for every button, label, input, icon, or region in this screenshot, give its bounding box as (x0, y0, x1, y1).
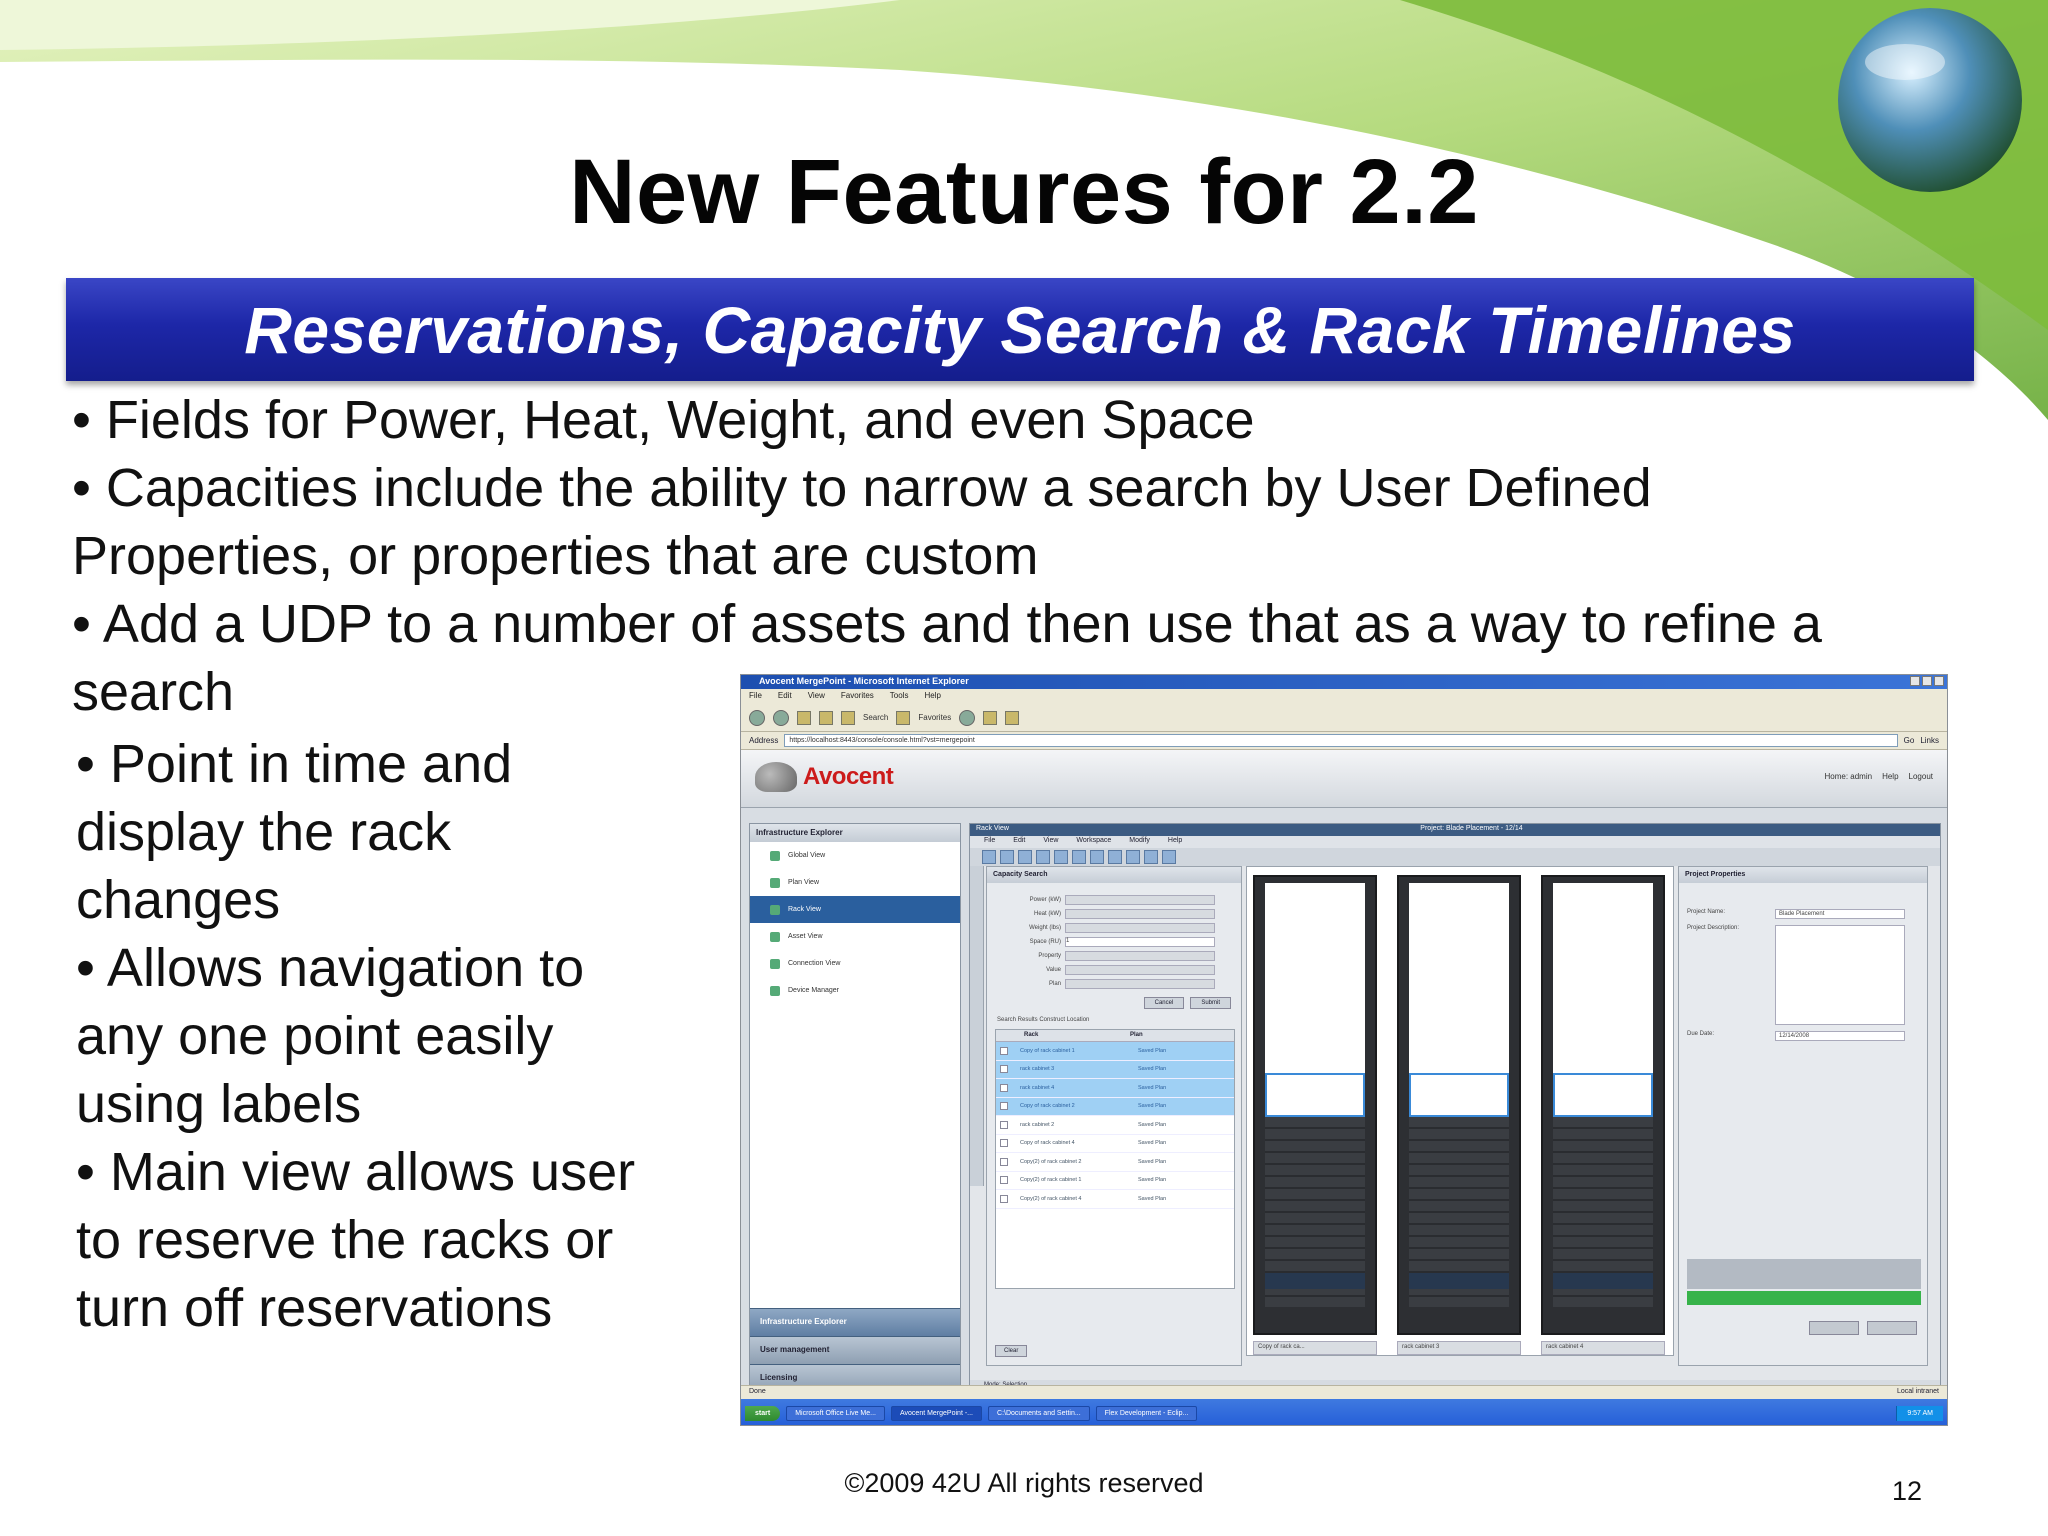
rack-cabinet (1253, 875, 1377, 1335)
page-number: 12 (1892, 1476, 1923, 1506)
bullet-line: • Capacities include the ability to narrow a search by User Defined (72, 458, 1652, 518)
explorer-item-label: Device Manager (788, 987, 839, 994)
left-bullet-list (76, 730, 716, 1342)
tool-icon (982, 850, 996, 864)
rv-menu-item: Workspace (1076, 837, 1112, 844)
taskbar-clock: 9:57 AM (1896, 1406, 1943, 1421)
rack-view-icon (770, 905, 780, 915)
capacity-search-panel (986, 866, 1242, 1366)
media-icon (959, 710, 975, 726)
status-zone: Local intranet (1896, 1388, 1939, 1395)
row-checkbox (1000, 1084, 1008, 1092)
refresh-icon (819, 711, 833, 725)
copyright-footer: ©2009 42U All rights reserved (844, 1468, 1204, 1498)
results-table (995, 1029, 1235, 1289)
bullet-line: any one point easily (76, 1006, 554, 1066)
field-label: Weight (lbs) (1029, 925, 1061, 931)
header-user: Home: admin (1824, 772, 1873, 781)
bullet-line: to reserve the racks or (76, 1210, 614, 1270)
submit-button: Submit (1190, 997, 1231, 1009)
address-field: https://localhost:8443/console/console.html?vst=mergepoint (784, 734, 1897, 747)
cell-rack: rack cabinet 2 (1020, 1121, 1055, 1128)
rack-view-title: Rack View (976, 825, 1009, 832)
cell-rack: Copy(2) of rack cabinet 4 (1020, 1195, 1082, 1202)
maximize-icon (1922, 676, 1932, 686)
field-label: Heat (kW) (1034, 911, 1061, 917)
cell-plan: Saved Plan (1138, 1066, 1167, 1073)
header-links (1825, 772, 1934, 781)
rack-view-header (970, 824, 1940, 836)
table-row (996, 1153, 1234, 1172)
due-date-field: 12/14/2008 (1775, 1031, 1905, 1041)
row-checkbox (1000, 1047, 1008, 1055)
table-header (996, 1030, 1234, 1042)
capacity-footer (995, 1345, 1027, 1357)
tool-icon (1144, 850, 1158, 864)
asset-view-icon (770, 932, 780, 942)
address-label: Address (749, 736, 779, 745)
browser-status-bar (741, 1385, 1947, 1399)
zoom-out-icon (1090, 850, 1104, 864)
capacity-field-row (987, 935, 1241, 949)
bullet-line: • Add a UDP to a number of assets and then use that as a way to refine a (72, 594, 1822, 654)
timeline-area (1687, 1259, 1921, 1289)
cell-plan: Saved Plan (1138, 1084, 1167, 1091)
search-label: Search (863, 713, 889, 722)
go-label: Go (1903, 736, 1915, 745)
explorer-bar: Infrastructure Explorer (750, 1308, 960, 1336)
table-row (996, 1172, 1234, 1191)
mail-icon (983, 711, 997, 725)
prop-row (1679, 903, 1927, 919)
prop-row (1679, 919, 1927, 1025)
explorer-item-label: Plan View (788, 879, 820, 886)
project-description-field (1775, 925, 1905, 1025)
menu-help: Help (924, 691, 941, 700)
taskbar-task: Avocent MergePoint -... (891, 1406, 982, 1421)
zoom-in-icon (1072, 850, 1086, 864)
tool-icon (1036, 850, 1050, 864)
project-name-field: Blade Placement (1775, 909, 1905, 919)
status-done: Done (749, 1388, 766, 1395)
explorer-bottom-bars (750, 1308, 960, 1392)
table-row (996, 1079, 1234, 1098)
explorer-bar: User management (750, 1336, 960, 1364)
rack-label: Copy of rack ca... (1253, 1341, 1377, 1355)
global-view-icon (770, 851, 780, 861)
rack-view-toolbar (970, 848, 1940, 866)
explorer-item (750, 950, 960, 977)
brand-name: Avocent (803, 763, 894, 790)
rv-menu-item: Help (1167, 837, 1183, 844)
address-bar (741, 732, 1947, 750)
explorer-item (750, 842, 960, 869)
bullet-line: • Allows navigation to (76, 938, 585, 998)
props-buttons (1809, 1321, 1917, 1335)
explorer-item-label: Global View (788, 852, 826, 859)
menu-favorites: Favorites (840, 691, 874, 700)
bullet-line: search (72, 662, 235, 722)
bullet-line: Properties, or properties that are custom (72, 526, 1039, 586)
explorer-title: Infrastructure Explorer (750, 824, 960, 842)
taskbar-task: Microsoft Office Live Me... (786, 1406, 885, 1421)
rack-empty-space (1409, 883, 1509, 1073)
cell-rack: Copy of rack cabinet 4 (1020, 1140, 1075, 1147)
table-row (996, 1190, 1234, 1209)
rack-device (1265, 1273, 1365, 1289)
cell-rack: rack cabinet 4 (1020, 1084, 1055, 1091)
plan-view-icon (770, 878, 780, 888)
field-label: Space (RU) (1029, 939, 1061, 945)
header-help: Help (1882, 772, 1899, 781)
forward-icon (773, 710, 789, 726)
cell-rack: rack cabinet 3 (1020, 1066, 1055, 1073)
back-icon (749, 710, 765, 726)
rack-label: rack cabinet 3 (1397, 1341, 1521, 1355)
ok-button (1809, 1321, 1859, 1335)
project-properties-title: Project Properties (1679, 867, 1927, 883)
rack-view-area (969, 823, 1941, 1393)
heat-field (1065, 909, 1215, 919)
table-row (996, 1116, 1234, 1135)
project-properties-panel (1678, 866, 1928, 1366)
rack-reserved-slot (1553, 1073, 1653, 1117)
row-checkbox (1000, 1121, 1008, 1129)
banner-text: Reservations, Capacity Search & Rack Timelines (244, 292, 1796, 367)
tool-icon (1162, 850, 1176, 864)
zoom-fit-icon (1108, 850, 1122, 864)
cell-plan: Saved Plan (1138, 1177, 1167, 1184)
rack-device (1553, 1273, 1653, 1289)
rack-empty-space (1553, 883, 1653, 1073)
bullet-line: changes (76, 870, 281, 930)
row-checkbox (1000, 1176, 1008, 1184)
capacity-field-row (987, 907, 1241, 921)
clear-button: Clear (995, 1345, 1027, 1357)
capacity-field-row (987, 921, 1241, 935)
explorer-item-active (750, 896, 960, 923)
menu-view: View (807, 691, 825, 700)
bullet-line: display the rack (76, 802, 452, 862)
cell-rack: Copy(2) of rack cabinet 1 (1020, 1177, 1082, 1184)
menu-file: File (749, 691, 762, 700)
bullet-line: • Fields for Power, Heat, Weight, and even Space (72, 390, 1255, 450)
table-row (996, 1042, 1234, 1061)
browser-menu-bar (741, 689, 1947, 704)
browser-title: Avocent MergePoint - Microsoft Internet Explorer (759, 676, 969, 686)
browser-title-bar (741, 675, 1947, 689)
favorites-label: Favorites (918, 713, 952, 722)
explorer-item (750, 977, 960, 1004)
capacity-field-row (987, 963, 1241, 977)
cancel-props-button (1867, 1321, 1917, 1335)
tool-icon (1054, 850, 1068, 864)
cell-plan: Saved Plan (1138, 1140, 1167, 1147)
row-checkbox (1000, 1195, 1008, 1203)
weight-field (1065, 923, 1215, 933)
prop-label: Project Description: (1687, 925, 1740, 931)
col-plan: Plan (1130, 1032, 1143, 1038)
cell-rack: Copy of rack cabinet 2 (1020, 1103, 1075, 1110)
cell-plan: Saved Plan (1138, 1158, 1167, 1165)
cell-plan: Saved Plan (1138, 1047, 1167, 1054)
rack-device (1409, 1273, 1509, 1289)
capacity-search-title: Capacity Search (987, 867, 1241, 883)
field-label: Power (kW) (1029, 897, 1061, 903)
stop-icon (797, 711, 811, 725)
connection-view-icon (770, 959, 780, 969)
field-label: Property (1038, 953, 1061, 959)
cell-plan: Saved Plan (1138, 1103, 1167, 1110)
bullet-line: turn off reservations (76, 1278, 553, 1338)
explorer-item-label: Asset View (788, 933, 823, 940)
rack-empty-space (1265, 883, 1365, 1073)
cell-rack: Copy(2) of rack cabinet 2 (1020, 1158, 1082, 1165)
result-tabs: Search Results Construct Location (997, 1017, 1090, 1023)
rack-cabinet (1397, 875, 1521, 1335)
bullet-line: using labels (76, 1074, 362, 1134)
infrastructure-explorer-panel (749, 823, 961, 1393)
prop-label: Due Date: (1687, 1031, 1715, 1037)
row-checkbox (1000, 1065, 1008, 1073)
slide-title: New Features for 2.2 (569, 141, 1479, 243)
field-label: Plan (1048, 981, 1061, 987)
window-controls (1910, 676, 1944, 686)
cell-plan: Saved Plan (1138, 1121, 1167, 1128)
project-title: Project: Blade Placement - 12/14 (1420, 825, 1523, 832)
rack-label: rack cabinet 4 (1541, 1341, 1665, 1355)
tool-icon (1000, 850, 1014, 864)
table-row (996, 1061, 1234, 1080)
row-checkbox (1000, 1158, 1008, 1166)
explorer-item (750, 923, 960, 950)
home-icon (841, 711, 855, 725)
close-icon (1934, 676, 1944, 686)
avocent-logo-icon (755, 762, 797, 792)
browser-toolbar (741, 704, 1947, 732)
rv-menu-item: Edit (1013, 837, 1026, 844)
side-tabs (970, 866, 984, 1186)
property-field (1065, 951, 1215, 961)
prop-row (1679, 1025, 1927, 1041)
cell-rack: Copy of rack cabinet 1 (1020, 1047, 1075, 1054)
taskbar-task: Flex Development - Eclip... (1096, 1406, 1198, 1421)
capacity-field-row (987, 977, 1241, 991)
col-rack: Rack (1024, 1032, 1039, 1038)
value-field (1065, 965, 1215, 975)
menu-tools: Tools (889, 691, 909, 700)
rv-menu-item: File (984, 837, 996, 844)
capacity-field-row (987, 893, 1241, 907)
table-row (996, 1135, 1234, 1154)
row-checkbox (1000, 1102, 1008, 1110)
rack-reserved-slot (1409, 1073, 1509, 1117)
start-button: start (745, 1406, 780, 1421)
section-banner (66, 278, 1974, 381)
minimize-icon (1910, 676, 1920, 686)
explorer-item-label: Connection View (788, 960, 841, 967)
links-label: Links (1920, 736, 1939, 745)
bullet-line: • Point in time and (76, 734, 513, 794)
row-checkbox (1000, 1139, 1008, 1147)
search-icon (1126, 850, 1140, 864)
explorer-bar: Licensing (750, 1364, 960, 1392)
power-field (1065, 895, 1215, 905)
capacity-buttons (987, 991, 1241, 1015)
tool-icon (1018, 850, 1032, 864)
explorer-item-label: Rack View (788, 906, 821, 913)
rack-elevation-view (1246, 866, 1674, 1356)
cell-plan: Saved Plan (1138, 1195, 1167, 1202)
bullet-line: • Main view allows user (76, 1142, 636, 1202)
rack-cabinet (1541, 875, 1665, 1335)
timeline-bar (1687, 1291, 1921, 1305)
print-icon (1005, 711, 1019, 725)
rv-menu-item: View (1043, 837, 1059, 844)
prop-label: Project Name: (1687, 909, 1726, 915)
rv-menu-item: Modify (1129, 837, 1150, 844)
explorer-item (750, 869, 960, 896)
avocent-logo (755, 762, 893, 792)
plan-field (1065, 979, 1215, 989)
table-row (996, 1098, 1234, 1117)
header-logout: Logout (1908, 772, 1933, 781)
rack-reserved-slot (1265, 1073, 1365, 1117)
device-manager-icon (770, 986, 780, 996)
capacity-field-row (987, 949, 1241, 963)
space-field: 1 (1065, 937, 1215, 947)
cancel-button: Cancel (1144, 997, 1185, 1009)
favorites-icon (896, 711, 910, 725)
app-header (741, 750, 1947, 808)
menu-edit: Edit (777, 691, 792, 700)
taskbar-task: C:\Documents and Settin... (988, 1406, 1090, 1421)
rack-view-menu (970, 836, 1940, 848)
windows-taskbar (741, 1399, 1947, 1426)
app-screenshot (740, 674, 1948, 1426)
field-label: Value (1046, 967, 1061, 973)
